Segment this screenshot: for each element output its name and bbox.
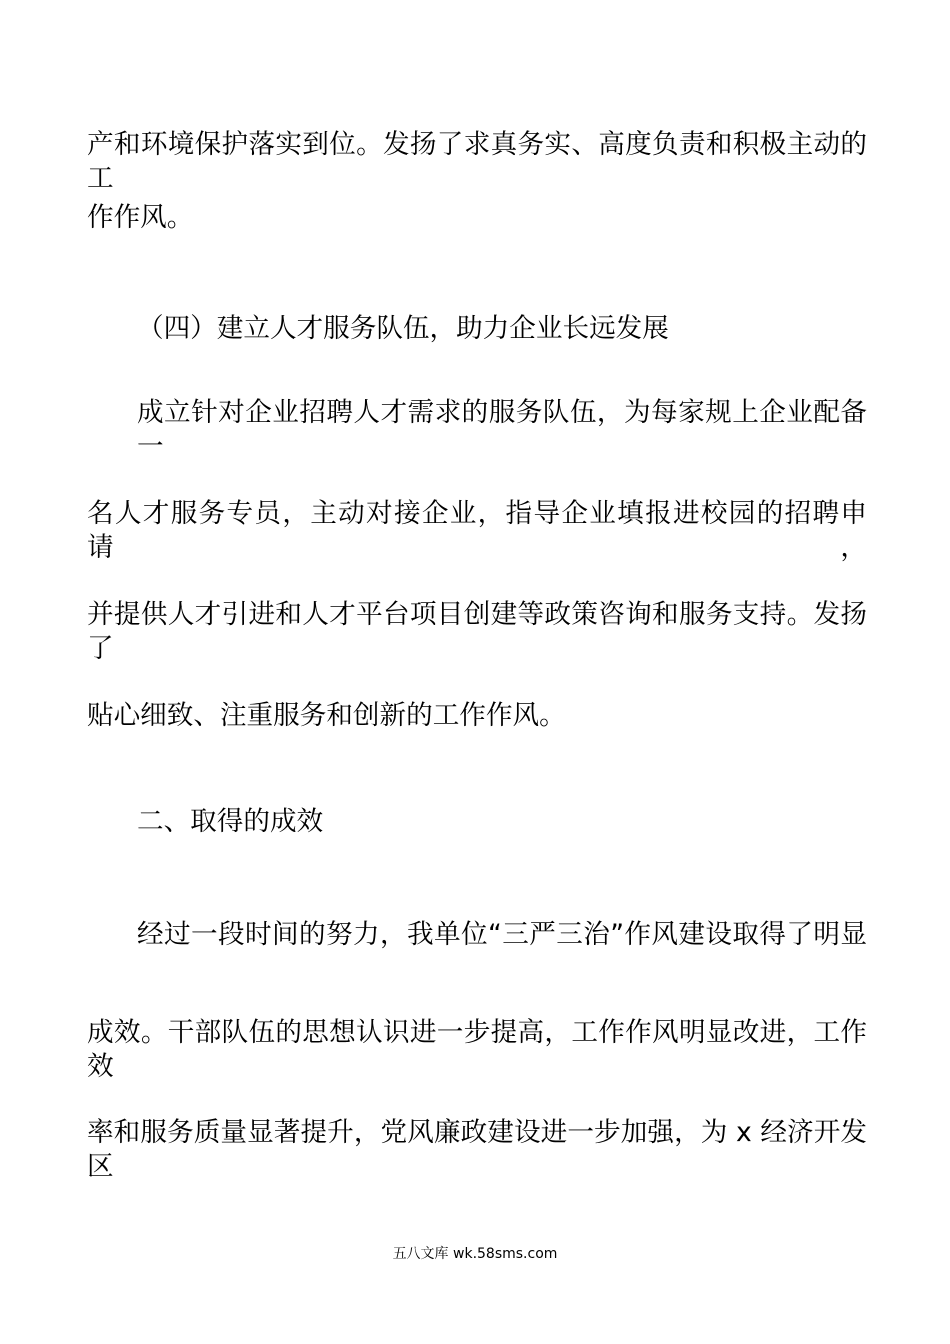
chapter-heading: 二、取得的成效 — [137, 806, 324, 837]
body-text-line: 率和服务质量显著提升，党风廉政建设进一步加强，为 x 经济开发区 — [87, 1117, 867, 1182]
section-heading: （四）建立人才服务队伍，助力企业长远发展 — [137, 313, 669, 344]
paragraph-first-line: 经过一段时间的努力，我单位“三严三治”作风建设取得了明显 — [137, 919, 867, 950]
body-text-line: 成效。干部队伍的思想认识进一步提高，工作作风明显改进，工作效 — [87, 1017, 867, 1082]
body-text-line: 作作风。 — [87, 202, 194, 233]
body-text-line: 名人才服务专员，主动对接企业，指导企业填报进校园的招聘申请， — [87, 498, 867, 563]
page-footer-watermark: 五八文库 wk.58sms.com — [392, 1246, 558, 1262]
body-text-line: 并提供人才引进和人才平台项目创建等政策咨询和服务支持。发扬了 — [87, 599, 867, 664]
paragraph-first-line: 成立针对企业招聘人才需求的服务队伍，为每家规上企业配备一 — [137, 397, 867, 462]
body-text-line: 贴心细致、注重服务和创新的工作作风。 — [87, 700, 566, 731]
body-text-line: 产和环境保护落实到位。发扬了求真务实、高度负责和积极主动的工 — [87, 129, 867, 194]
